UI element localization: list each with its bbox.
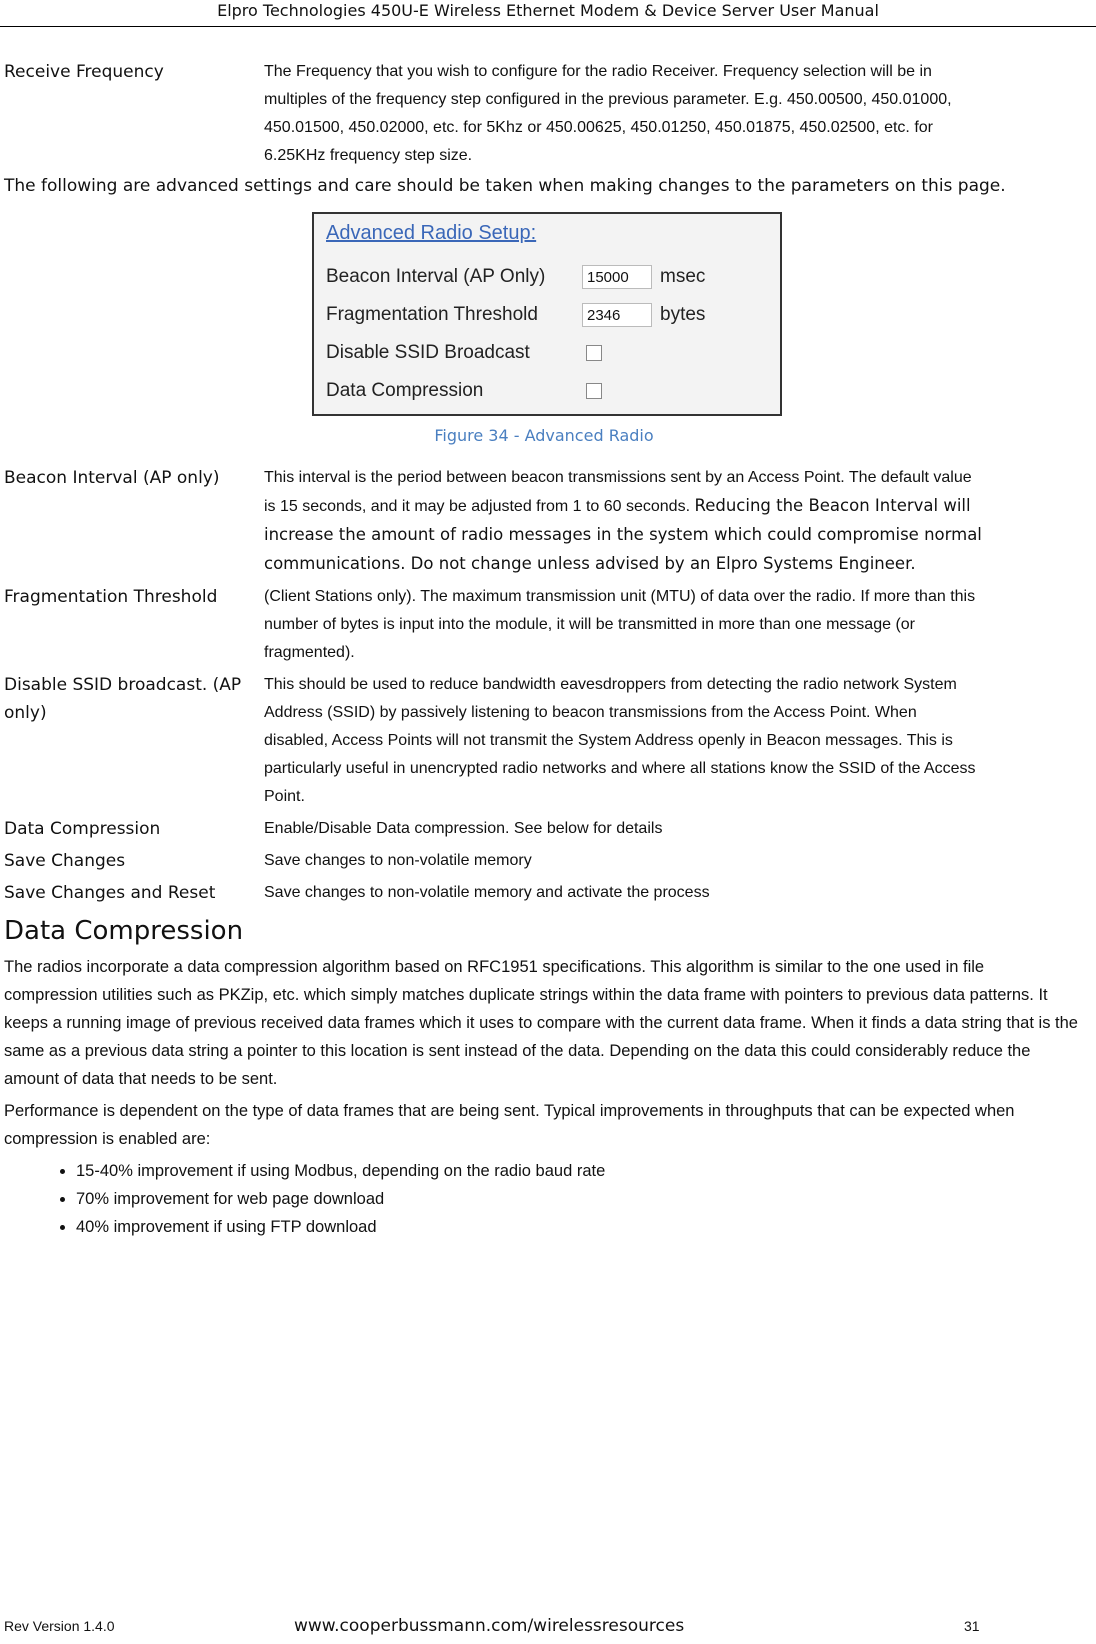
term-beacon: Beacon Interval (AP only): [4, 468, 220, 488]
page-footer: [4, 1615, 1084, 1637]
page-header: [0, 0, 1096, 27]
section-paragraph-1: The radios incorporate a data compression algorithm based on RFC1951 specifications. This algorithm is similar to the one used in file compression utilities such as PKZip, etc. which simply matches duplicate strings within the data frame with pointers to previous data patterns. It keeps a running image of previous received data frames which it uses to compare with the current data frame. When it finds a data string that is the same as a previous data string a pointer to this location is sent instead of the data. Depending on the data this could considerably reduce the amount of data that needs to be sent.: [4, 958, 1078, 1088]
fragmentation-unit: bytes: [660, 304, 706, 325]
fragmentation-label: Fragmentation Threshold: [326, 304, 538, 325]
def-receive-frequency: [4, 58, 1084, 170]
beacon-interval-unit: msec: [660, 266, 706, 287]
beacon-interval-input[interactable]: 15000: [582, 265, 652, 289]
desc-receive-frequency: The Frequency that you wish to configure for the radio Receiver. Frequency selection will be in multiples of the frequency step configured in the previous parameter. E.g. 450.00500, 450.01000, 450.01500, 450.02000, etc. for 5Khz or 450.00625, 450.01250, 450.01875, 450.02500, etc. for 6.25KHz frequency step size.: [264, 63, 952, 164]
def-save-changes: [4, 847, 1084, 875]
beacon-interval-row: [326, 258, 768, 296]
list-item: • 15-40% improvement if using Modbus, depending on the radio baud rate: [76, 1157, 1084, 1185]
def-fragmentation: [4, 583, 1084, 667]
section-paragraph-2: Performance is dependent on the type of data frames that are being sent. Typical improvements in throughputs that can be expected when compression is enabled are:: [4, 1102, 1015, 1148]
desc-beacon-text: This interval is the period between beacon transmissions sent by an Access Point. The default value is 15 seconds, and it may be adjusted from 1 to 60 seconds.: [264, 469, 972, 515]
data-compression-row: [326, 372, 768, 410]
ssid-broadcast-label: Disable SSID Broadcast: [326, 342, 530, 363]
fragmentation-row: [326, 296, 768, 334]
data-compression-checkbox[interactable]: [586, 383, 602, 399]
term-ssid: Disable SSID broadcast. (AP only): [4, 675, 242, 723]
term-data-compression: Data Compression: [4, 819, 161, 839]
advanced-radio-figure: [312, 212, 782, 416]
def-ssid: [4, 671, 1084, 811]
figure-caption: Figure 34 - Advanced Radio: [434, 426, 654, 445]
desc-fragmentation: (Client Stations only). The maximum transmission unit (MTU) of data over the radio. If more than this number of bytes is input into the module, it will be transmitted in more than one message (or fragmented).: [264, 588, 976, 661]
footer-version: Rev Version 1.4.0: [4, 1618, 115, 1634]
term-receive-frequency: Receive Frequency: [4, 62, 164, 82]
term-fragmentation: Fragmentation Threshold: [4, 587, 218, 607]
header-title: Elpro Technologies 450U-E Wireless Ethernet Modem & Device Server User Manual: [217, 1, 879, 20]
footer-page-number: 31: [964, 1618, 980, 1634]
fragmentation-input[interactable]: 2346: [582, 303, 652, 327]
beacon-interval-label: Beacon Interval (AP Only): [326, 266, 546, 287]
desc-beacon: [264, 464, 984, 579]
list-item: • 70% improvement for web page download: [76, 1185, 1084, 1213]
desc-ssid: This should be used to reduce bandwidth eavesdroppers from detecting the radio network System Address (SSID) by passively listening to beacon transmissions from the Access Point. When disabled, Access Points will not transmit the System Address openly in Beacon messages. This is particularly useful in unencrypted radio networks and where all stations know the SSID of the Access Point.: [264, 676, 976, 805]
desc-save-changes: Save changes to non-volatile memory: [264, 852, 532, 869]
improvement-list: [4, 1157, 1084, 1241]
ssid-broadcast-checkbox[interactable]: [586, 345, 602, 361]
def-data-compression: [4, 815, 1084, 843]
term-save-changes: Save Changes: [4, 851, 126, 871]
term-save-reset: Save Changes and Reset: [4, 883, 216, 903]
data-compression-label: Data Compression: [326, 380, 484, 401]
footer-url[interactable]: www.cooperbussmann.com/wirelessresources: [294, 1616, 685, 1636]
def-beacon: [4, 464, 1084, 579]
list-item: • 40% improvement if using FTP download: [76, 1213, 1084, 1241]
desc-data-compression: Enable/Disable Data compression. See below for details: [264, 820, 663, 837]
section-title: Data Compression: [4, 916, 244, 946]
advanced-warning: The following are advanced settings and care should be taken when making changes to the parameters on this page.: [4, 176, 1006, 196]
def-save-reset: [4, 879, 1084, 907]
desc-save-reset: Save changes to non-volatile memory and activate the process: [264, 884, 710, 901]
desc-beacon-warning: Reducing the Beacon Interval will increase the amount of radio messages in the system which could compromise normal communications. Do not change unless advised by an Elpro Systems Engineer.: [264, 496, 982, 573]
page-content: [4, 58, 1084, 1241]
figure-title: Advanced Radio Setup:: [326, 222, 537, 244]
ssid-broadcast-row: [326, 334, 768, 372]
